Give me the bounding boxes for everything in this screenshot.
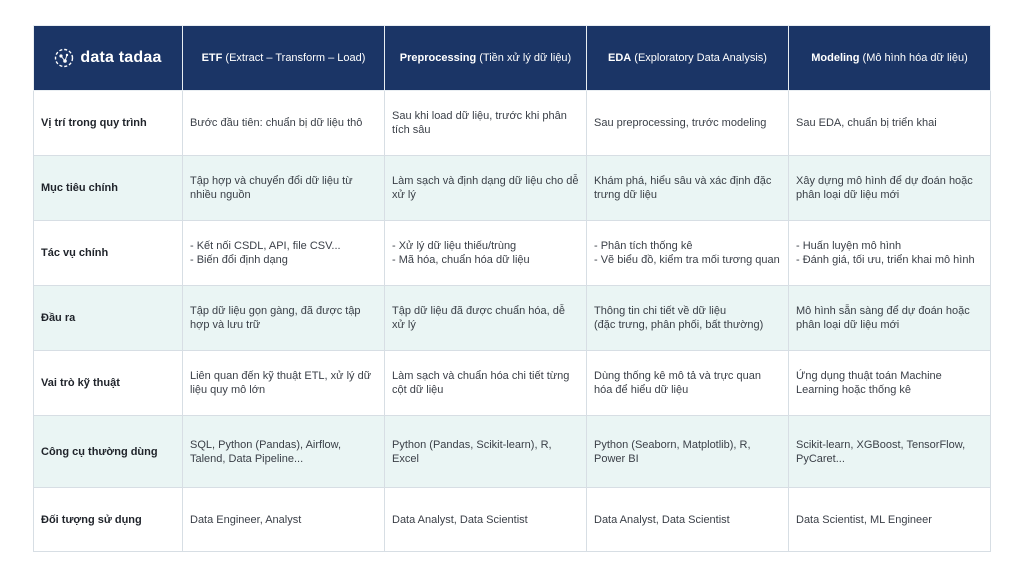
row-header: Tác vụ chính xyxy=(34,221,183,286)
table-cell: Scikit-learn, XGBoost, TensorFlow, PyCaret... xyxy=(789,416,991,488)
table-row-tasks xyxy=(34,221,991,286)
column-header-etf xyxy=(183,26,385,91)
table-cell: Sau khi load dữ liệu, trước khi phân tích sâu xyxy=(385,91,587,156)
table-cell: Data Analyst, Data Scientist xyxy=(385,488,587,552)
row-header: Vị trí trong quy trình xyxy=(34,91,183,156)
brand-logo xyxy=(41,48,175,68)
table-cell: Tập dữ liệu đã được chuẩn hóa, dễ xử lý xyxy=(385,286,587,351)
table-row-users xyxy=(34,488,991,552)
column-header-subtitle: (Exploratory Data Analysis) xyxy=(631,52,767,64)
column-header-bold: Preprocessing xyxy=(399,52,477,64)
row-header: Mục tiêu chính xyxy=(34,156,183,221)
table-cell: Python (Pandas, Scikit-learn), R, Excel xyxy=(385,416,587,488)
row-header: Đối tượng sử dụng xyxy=(34,488,183,552)
table-cell: Dùng thống kê mô tả và trực quan hóa để hiểu dữ liệu xyxy=(587,351,789,416)
column-header-bold: Modeling xyxy=(811,52,860,64)
logo-text: data tadaa xyxy=(80,49,162,66)
column-header-subtitle: (Tiền xử lý dữ liệu) xyxy=(476,52,572,64)
table-cell: Khám phá, hiểu sâu và xác định đặc trưng dữ liệu xyxy=(587,156,789,221)
comparison-table xyxy=(33,25,991,552)
column-header-subtitle: (Extract – Transform – Load) xyxy=(222,52,366,64)
table-cell: Sau EDA, chuẩn bị triển khai xyxy=(789,91,991,156)
table-cell: Làm sạch và chuẩn hóa chi tiết từng cột dữ liệu xyxy=(385,351,587,416)
table-cell: Data Analyst, Data Scientist xyxy=(587,488,789,552)
table-cell: - Xử lý dữ liệu thiếu/trùng - Mã hóa, chuẩn hóa dữ liệu xyxy=(385,221,587,286)
column-header-preprocessing xyxy=(385,26,587,91)
table-cell: Liên quan đến kỹ thuật ETL, xử lý dữ liệu quy mô lớn xyxy=(183,351,385,416)
table-cell: Data Scientist, ML Engineer xyxy=(789,488,991,552)
row-header: Đầu ra xyxy=(34,286,183,351)
column-header-modeling xyxy=(789,26,991,91)
table-cell: Bước đầu tiên: chuẩn bị dữ liệu thô xyxy=(183,91,385,156)
table-cell: Tập hợp và chuyển đổi dữ liệu từ nhiều nguồn xyxy=(183,156,385,221)
comparison-table-container xyxy=(33,25,991,552)
table-cell: Tập dữ liệu gọn gàng, đã được tập hợp và lưu trữ xyxy=(183,286,385,351)
table-row-tools xyxy=(34,416,991,488)
column-header-bold: EDA xyxy=(608,52,632,64)
table-cell: Data Engineer, Analyst xyxy=(183,488,385,552)
column-header-bold: ETF xyxy=(201,52,223,64)
table-row-output xyxy=(34,286,991,351)
column-header-eda xyxy=(587,26,789,91)
logo-cell xyxy=(34,26,183,91)
row-header: Công cụ thường dùng xyxy=(34,416,183,488)
header-row xyxy=(34,26,991,91)
table-cell: - Kết nối CSDL, API, file CSV... - Biến đổi định dạng xyxy=(183,221,385,286)
table-cell: Ứng dụng thuật toán Machine Learning hoặc thống kê xyxy=(789,351,991,416)
table-row-position xyxy=(34,91,991,156)
table-cell: SQL, Python (Pandas), Airflow, Talend, Data Pipeline... xyxy=(183,416,385,488)
data-tadaa-logo-icon xyxy=(54,48,74,68)
table-cell: Xây dựng mô hình để dự đoán hoặc phân loại dữ liệu mới xyxy=(789,156,991,221)
table-cell: - Phân tích thống kê - Vẽ biểu đồ, kiểm tra mối tương quan xyxy=(587,221,789,286)
table-cell: Làm sạch và định dạng dữ liệu cho dễ xử lý xyxy=(385,156,587,221)
table-cell: Thông tin chi tiết về dữ liệu (đặc trưng, phân phối, bất thường) xyxy=(587,286,789,351)
row-header: Vai trò kỹ thuật xyxy=(34,351,183,416)
table-row-goal xyxy=(34,156,991,221)
table-cell: Sau preprocessing, trước modeling xyxy=(587,91,789,156)
column-header-subtitle: (Mô hình hóa dữ liệu) xyxy=(859,52,968,64)
table-cell: Mô hình sẵn sàng để dự đoán hoặc phân loại dữ liệu mới xyxy=(789,286,991,351)
table-cell: Python (Seaborn, Matplotlib), R, Power BI xyxy=(587,416,789,488)
table-row-technical-role xyxy=(34,351,991,416)
table-cell: - Huấn luyện mô hình - Đánh giá, tối ưu, triển khai mô hình xyxy=(789,221,991,286)
